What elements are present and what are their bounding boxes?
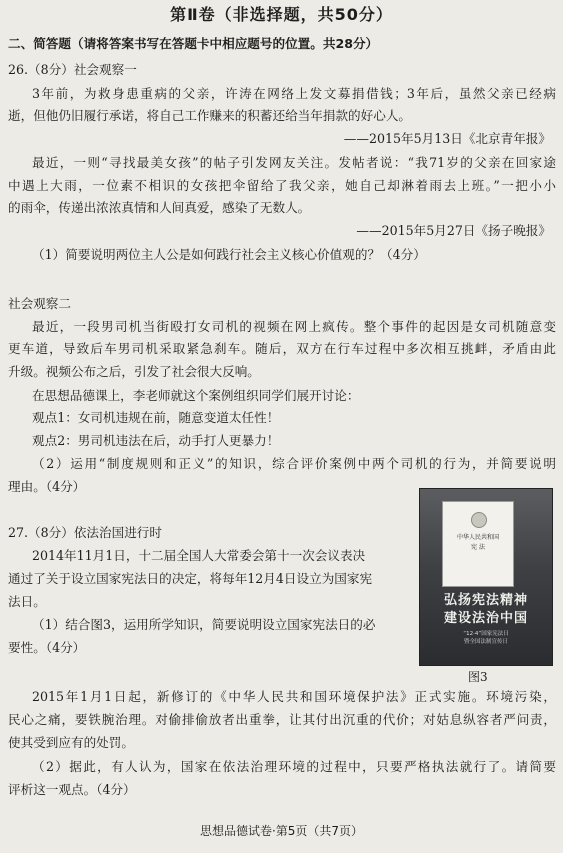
q27-question1-line1: （1）结合图3，运用所学知识，简要说明设立国家宪法日的必 [32,617,376,632]
q26-paragraph3-line3: 升级。视频公布之后，引发了社会很大反响。 [8,364,260,379]
q26-paragraph1-line2: 逝，但他仍旧履行承诺，将自己工作赚来的积蓄还给当年捐款的好心人。 [8,108,411,123]
page-title: 第Ⅱ卷（非选择题，共50分） [170,5,393,24]
q27-question2-line2: 评析这一观点。（4分） [8,782,136,797]
q26-question1: （1）简要说明两位主人公是如何践行社会主义核心价值观的？（4分） [32,247,426,262]
q27-paragraph2-line3: 使其受到应有的处罚。 [8,735,134,750]
book-title-line2: 宪 法 [471,544,485,551]
q26-observation2-label: 社会观察二 [8,296,71,311]
poster-small-line1: “12·4”国家宪法日 [463,631,509,637]
constitution-book-image [442,501,514,587]
q27-paragraph2-line1: 2015年1月1日起，新修订的《中华人民共和国环境保护法》正式实施。环境污染， [32,689,556,704]
q26-label: 26.（8分）社会观察一 [8,62,137,77]
poster-small-line2: 暨全国法制宣传日 [463,639,508,645]
q26-paragraph2-line3: 的雨伞，传递出浓浓真情和人间真爱，感染了无数人。 [8,200,311,215]
q26-viewpoint1: 观点1：女司机违规在前，随意变道太任性！ [32,410,280,425]
national-emblem-icon [471,512,487,528]
q26-paragraph3-line1: 最近，一段男司机当街殴打女司机的视频在网上疯传。整个事件的起因是女司机随意变 [32,319,556,334]
section-heading: 二、简答题（请将答案书写在答题卡中相应题号的位置。共28分） [8,36,379,51]
q26-question2-line1: （2）运用“制度规则和正义”的知识，综合评价案例中两个司机的行为，并简要说明 [32,456,556,471]
q26-source1: ——2015年5月13日《北京青年报》 [343,131,551,146]
q26-source2: ——2015年5月27日《扬子晚报》 [356,223,551,238]
poster-slogan-line1: 弘扬宪法精神 [443,593,528,608]
q26-question2-line2: 理由。（4分） [8,479,86,494]
q26-paragraph4: 在思想品德课上，李老师就这个案例组织同学们展开讨论： [32,388,360,403]
figure-caption: 图3 [468,670,488,684]
q27-paragraph1-line2: 通过了关于设立国家宪法日的决定，将每年12月4日设立为国家宪 [8,571,373,586]
q27-label: 27.（8分）依法治国进行时 [8,525,162,540]
page-footer: 思想品德试卷·第5页（共7页） [199,824,364,838]
q27-paragraph1-line1: 2014年11月1日，十二届全国人大常委会第十一次会议表决 [32,548,366,563]
q26-paragraph1-line1: 3年前，为救身患重病的父亲，许涛在网络上发文募捐借钱；3年后，虽然父亲已经病 [32,86,556,101]
q27-paragraph2-line2: 民心之痛，要铁腕治理。对偷排偷放者出重拳，让其付出沉重的代价；对姑息纵容者严问责， [8,712,556,727]
q27-question2-line1: （2）据此，有人认为，国家在依法治理环境的过程中，只要严格执法就行了。请简要 [32,759,556,774]
q27-question1-line2: 要性。（4分） [8,640,86,655]
q26-paragraph2-line2: 中遇上大雨，一位素不相识的女孩把伞留给了我父亲，她自己却淋着雨去上班。”一把小小 [8,178,556,193]
q26-paragraph3-line2: 更车道，导致后车男司机采取紧急刹车。随后，双方在行车过程中多次相互挑衅，矛盾由此 [8,341,556,356]
q27-paragraph1-line3: 法日。 [8,594,46,609]
book-title-line1: 中华人民共和国 [456,534,499,541]
poster-slogan-line2: 建设法治中国 [443,611,528,626]
figure-3-poster [419,488,553,666]
q26-viewpoint2: 观点2：男司机违法在后，动手打人更暴力！ [32,433,280,448]
q26-paragraph2-line1: 最近，一则“寻找最美女孩”的帖子引发网友关注。发帖者说：“我71岁的父亲在回家途 [32,155,556,170]
